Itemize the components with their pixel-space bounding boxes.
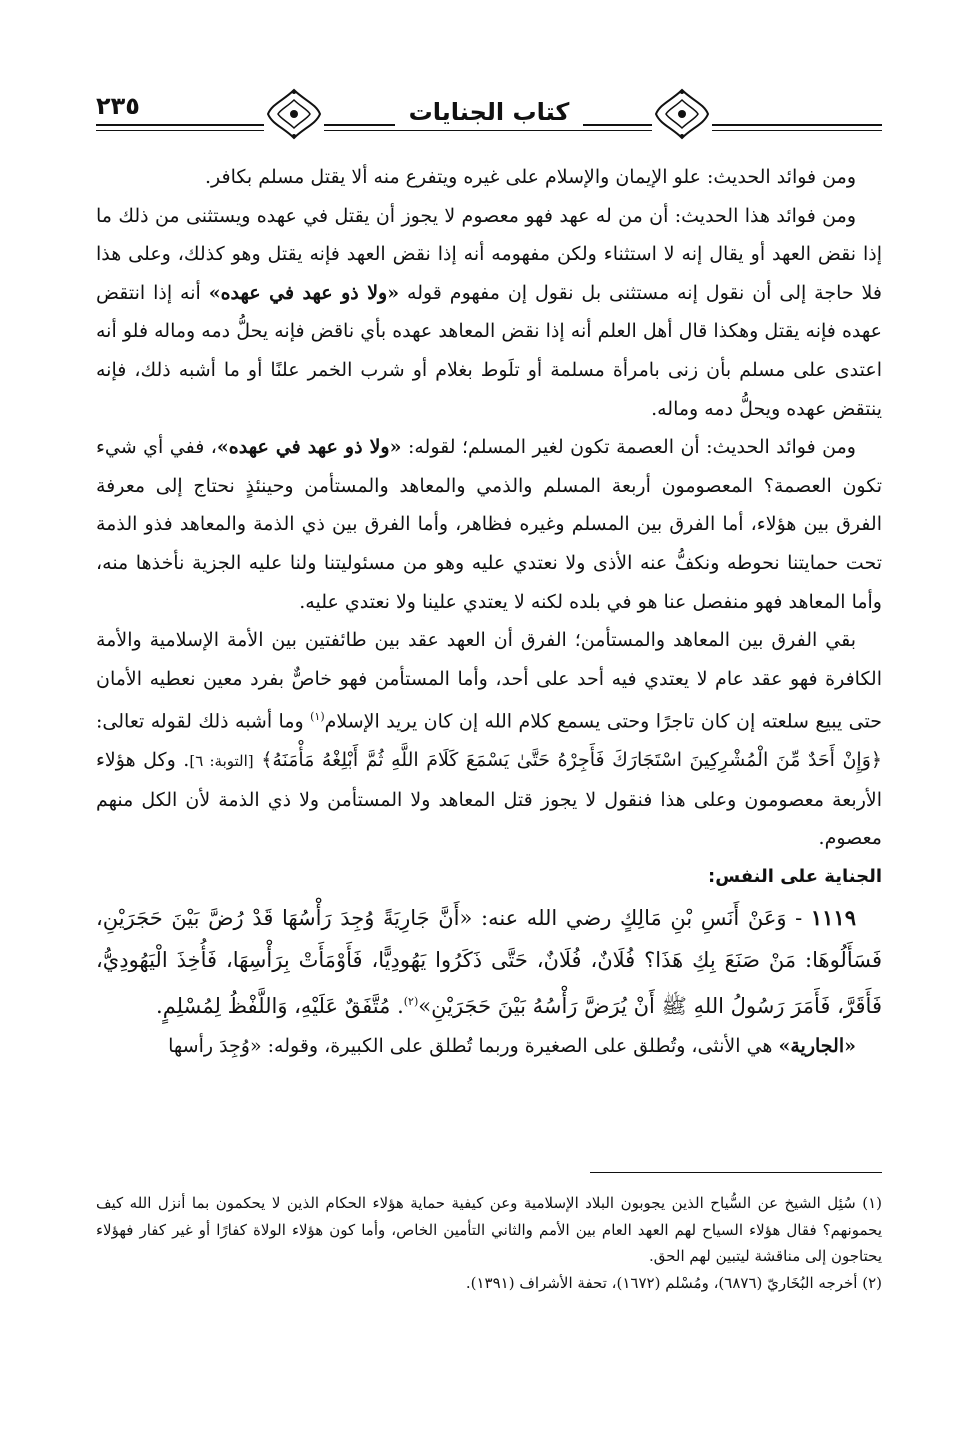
footnote-ref-2: (٢) [403, 994, 419, 1008]
hadith-block [96, 897, 882, 1027]
paragraph-2-quote: «ولا ذو عهد في عهده» [208, 281, 400, 304]
footnote-1: (١) سُئِل الشيخ عن السُّياح الذين يجوبون البلاد الإسلامية وعن كيفية حماية هؤلاء الحكام الذين لا يحكمون بما أنزل الله كيف يحمونهم؟ فقال هؤلاء السياح لهم العهد العام بين الأمم والثاني التأمين الخاص، وأما كون هؤلاء الولاة كفارًا أو غير كفار فهؤلاء يحتاجون إلى مناقشة ليتبين لهم الحق. [96, 1194, 882, 1265]
paragraph-4 [96, 621, 882, 858]
explanation-term: «الجارية» [778, 1034, 856, 1057]
verse-reference: [التوبة: ٦] [189, 752, 254, 771]
paragraph-4-text: بقي الفرق بين المعاهد والمستأمن؛ الفرق أن العهد عقد بين طائفتين بين الأمة الإسلامية والأمة الكافرة فهو عقد عام لا يعتدي فيه أحد على أحد، وأما المستأمن فهو خاصٌّ بفرد معين نعطيه الأمان حتى يبيع سلعته إن كان تاجرًا وحتى يسمع كلام الله إن كان يريد الإسلام [96, 629, 883, 733]
hadith-text: - وَعَنْ أَنَسِ بْنِ مَالِكٍ رضي الله عنه: «أَنَّ جَارِيَةً وُجِدَ رَأْسُهَا قَدْ رُضَّ بَيْنَ حَجَرَيْنِ، فَسَأَلُوهَا: مَنْ صَنَعَ بِكِ هَذَا؟ فُلَانٌ، فُلَانٌ، حَتَّى ذَكَرُوا يَهُودِيًّا، فَأَوْمَأَتْ بِرَأْسِهَا، فَأُخِذَ الْيَهُودِيُّ، فَأَقَرَّ، فَأَمَرَ رَسُولُ اللهِ ﷺ أَنْ يُرَضَّ رَأْسُهُ بَيْنَ حَجَرَيْنِ» [96, 905, 882, 1018]
page-header [96, 80, 882, 150]
page-number: ٢٣٥ [96, 92, 140, 120]
book-title [96, 98, 882, 126]
paragraph-2 [96, 197, 882, 429]
footnotes [96, 1190, 882, 1296]
section-heading: الجناية على النفس: [708, 866, 882, 888]
paragraph-3-quote: «ولا ذو عهد في عهده» [216, 436, 402, 459]
footnote-ref-1: (١) [310, 710, 325, 724]
paragraph-4-rest: وما أشبه ذلك لقوله تعالى: [96, 710, 311, 733]
paragraph-2-rest: أنه إذا انتقض عهده فإنه يقتل وهكذا قال أهل العلم أنه إذا نقض المعاهد عهده بأي ناقض فإنه يحلُّ دمه وماله فلو أنه اعتدى على مسلم بأن زنى بامرأة مسلمة أو تلَوط بغلام أو شرب الخمر علنًا أو ما أشبه ذلك، فإنه ينتقض عهده ويحلُّ دمه وماله. [96, 281, 882, 420]
explanation-paragraph [96, 1027, 882, 1066]
hadith-source: . مُتَّفَقٌ عَلَيْهِ، وَاللَّفْظُ لِمُسْلِمٍ. [156, 993, 404, 1018]
main-text [96, 158, 882, 1065]
explanation-text: هي الأنثى، وتُطلق على الصغيرة وربما تُطلق على الكبيرة، وقوله: «وُجِدَ رأسها [168, 1034, 779, 1057]
quran-verse: ﴿وَإِنْ أَحَدٌ مِّنَ الْمُشْرِكِينَ اسْتَجَارَكَ فَأَجِرْهُ حَتَّىٰ يَسْمَعَ كَلَامَ اللَّهِ ثُمَّ أَبْلِغْهُ مَأْمَنَهُ﴾ [261, 749, 883, 772]
paragraph-1: ومن فوائد الحديث: علو الإيمان والإسلام على غيره ويتفرع منه ألا يقتل مسلم بكافر. [205, 166, 856, 188]
hadith-number: ١١١٩ [810, 904, 856, 930]
footnote-separator [590, 1172, 882, 1173]
book-title-text: كتاب الجنايات [395, 98, 584, 126]
footnote-2: (٢) أخرجه البُخَاريّ (٦٨٧٦)، ومُسْلم (١٦٧٢)، تحفة الأشراف (١٣٩١). [465, 1273, 882, 1292]
paragraph-3 [96, 428, 882, 621]
header-rule-thin [96, 130, 882, 131]
paragraph-3-text: ومن فوائد الحديث: أن العصمة تكون لغير المسلم؛ لقوله: [407, 436, 856, 459]
paragraph-2-text: ومن فوائد هذا الحديث: أن من له عهد فهو معصوم لا يجوز أن يقتل في عهده ويستثنى من ذلك ما إذا نقض العهد أو يقال إنه لا استثناء ولكن مفهومه أنه إذا نقض العهد فإنه يقتل وهو كذلك، وعلى هذا فلا حاجة إلى أن نقول إنه مستثنى بل نقول إن مفهوم قوله [96, 204, 882, 304]
paragraph-3-rest: ، ففي أي شيء تكون العصمة؟ المعصومون أربعة المسلم والذمي والمعاهد والمستأمن وحينئذٍ نحتاج إلى معرفة الفرق بين هؤلاء، أما الفرق بين المسلم وغيره فظاهر، وأما الفرق بين ذي الذمة والمعاهد فذو الذمة تحت حمايتنا نحوطه ونكفُّ عنه الأذى ولا نعتدي عليه وهو من مسئوليتنا ولنا عليه الجزية نأخذها منه، وأما المعاهد فهو منفصل عنا هو في بلده لكنه لا يعتدي علينا ولا نعتدي عليه. [96, 436, 882, 613]
paragraph-4-end: . وكل هؤلاء الأربعة معصومون وعلى هذا فنقول لا يجوز قتل المعاهد ولا المستأمن ولا ذي الذمة لأن الكل منهم معصوم. [96, 749, 882, 850]
